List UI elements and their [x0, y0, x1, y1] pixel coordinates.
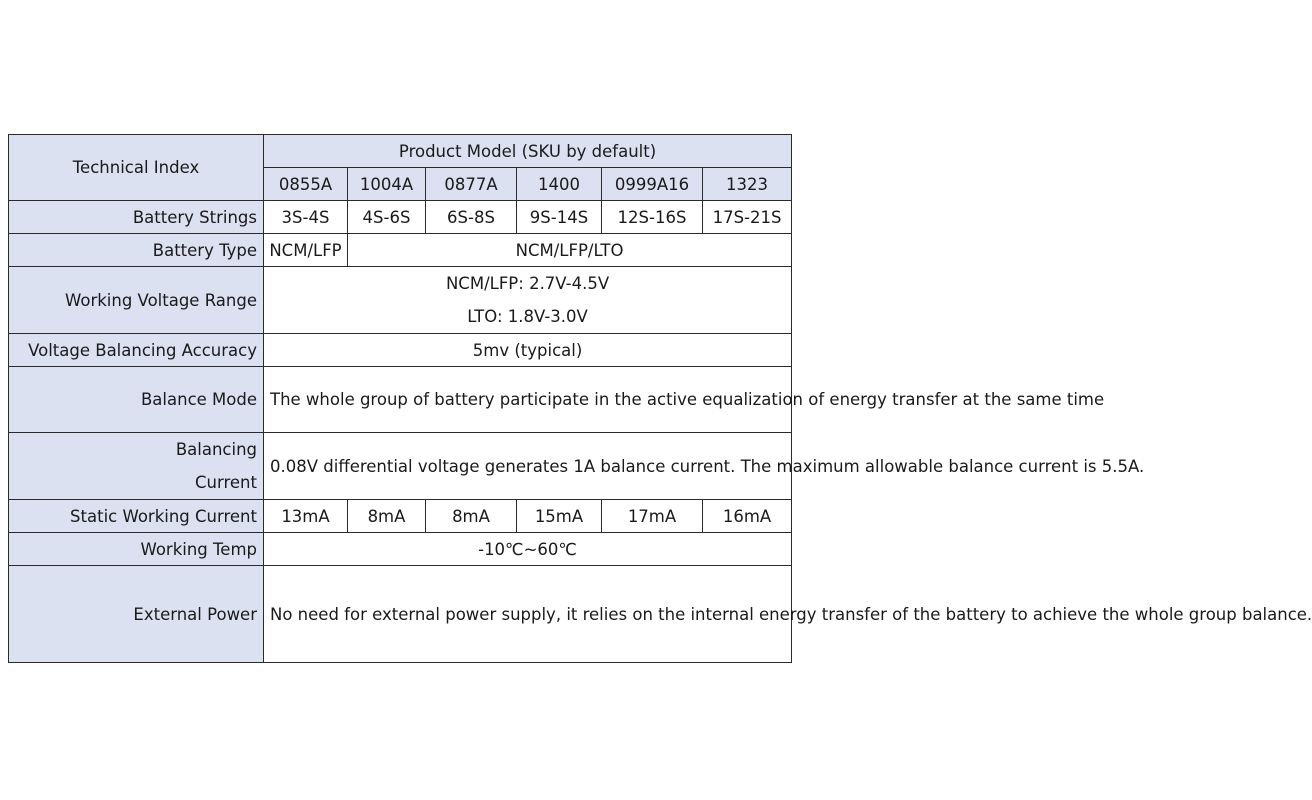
model-cell: 1400: [517, 168, 602, 201]
working-voltage-value: [264, 267, 792, 334]
battery-type-label: Battery Type: [9, 234, 264, 267]
static-current-value: 8mA: [348, 500, 426, 533]
working-temp-label: Working Temp: [9, 533, 264, 566]
model-cell: 1323: [703, 168, 792, 201]
battery-type-first: NCM/LFP: [264, 234, 348, 267]
model-cell: 0877A: [426, 168, 517, 201]
balancing-current-label-line1: Balancing: [175, 440, 257, 459]
working-voltage-row: [9, 267, 792, 334]
specification-table: [8, 134, 1312, 663]
balance-mode-row: [9, 367, 792, 433]
balancing-current-label: [9, 433, 264, 500]
static-current-value: 16mA: [703, 500, 792, 533]
voltage-accuracy-label: Voltage Balancing Accuracy: [9, 334, 264, 367]
header-row-top: [9, 135, 792, 168]
balance-mode-label: Balance Mode: [9, 367, 264, 433]
battery-type-row: [9, 234, 792, 267]
battery-strings-value: 12S-16S: [602, 201, 703, 234]
product-model-header: Product Model (SKU by default): [264, 135, 792, 168]
balance-mode-value: The whole group of battery participate in the active equalization of energy transfer at the same time: [264, 367, 792, 433]
battery-strings-row: [9, 201, 792, 234]
working-temp-value: -10℃~60℃: [264, 533, 792, 566]
battery-strings-value: 6S-8S: [426, 201, 517, 234]
technical-index-header: Technical Index: [9, 135, 264, 201]
battery-strings-value: 9S-14S: [517, 201, 602, 234]
static-current-value: 17mA: [602, 500, 703, 533]
working-temp-row: [9, 533, 792, 566]
model-cell: 1004A: [348, 168, 426, 201]
model-cell: 0999A16: [602, 168, 703, 201]
balancing-current-value: 0.08V differential voltage generates 1A balance current. The maximum allowable balance current is 5.5A.: [264, 433, 792, 500]
static-current-value: 8mA: [426, 500, 517, 533]
static-current-row: [9, 500, 792, 533]
balancing-current-label-line2: Current: [195, 473, 257, 492]
external-power-row: [9, 566, 792, 663]
battery-strings-value: 3S-4S: [264, 201, 348, 234]
voltage-accuracy-row: [9, 334, 792, 367]
external-power-value: No need for external power supply, it relies on the internal energy transfer of the battery to achieve the whole group balance.: [264, 566, 792, 663]
working-voltage-label: Working Voltage Range: [9, 267, 264, 334]
voltage-accuracy-value: 5mv (typical): [264, 334, 792, 367]
balancing-current-row: [9, 433, 792, 500]
battery-strings-value: 17S-21S: [703, 201, 792, 234]
static-current-label: Static Working Current: [9, 500, 264, 533]
external-power-label: External Power: [9, 566, 264, 663]
model-cell: 0855A: [264, 168, 348, 201]
static-current-value: 13mA: [264, 500, 348, 533]
working-voltage-line2: LTO: 1.8V-3.0V: [467, 307, 588, 326]
static-current-value: 15mA: [517, 500, 602, 533]
working-voltage-line1: NCM/LFP: 2.7V-4.5V: [445, 274, 610, 293]
battery-type-rest: NCM/LFP/LTO: [348, 234, 792, 267]
battery-strings-value: 4S-6S: [348, 201, 426, 234]
battery-strings-label: Battery Strings: [9, 201, 264, 234]
